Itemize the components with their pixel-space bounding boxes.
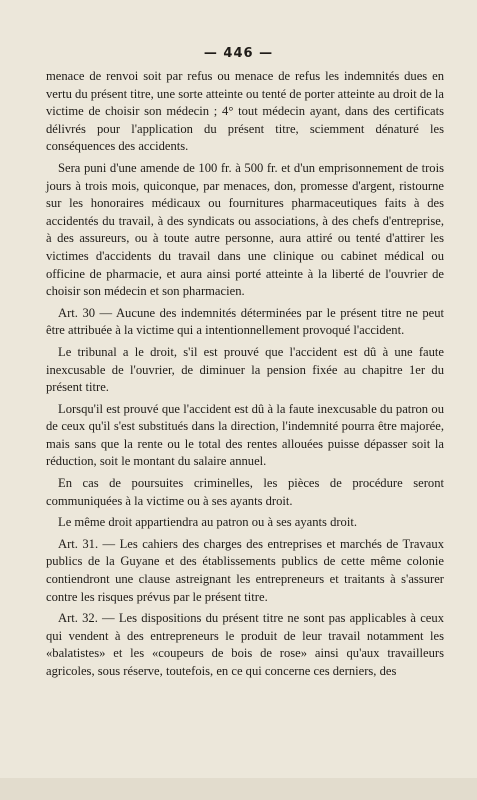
paragraph-art-31: Art. 31. — Les cahiers des charges des entreprises et marchés de Travaux publics de la Guyane et des établissements publics de cette même colonie contiendront une clause astreignant les entrepreneurs et traitants à s'assurer contre les risques prévus par le présent titre.: [46, 536, 444, 604]
paragraph-penalty: Sera puni d'une amende de 100 fr. à 500 fr. et d'un emprisonnement de trois jours à trois mois, quiconque, par menaces, don, promesse d'argent, ristourne sur les honoraires médicaux ou fournitures pharmaceutiques faits à des accidentés du travail, à des syndicats ou associations, à des chefs d'entreprise, à des assureurs, ou à toute autre personne, aura attiré ou tenté d'attirer les victimes d'accidents du travail dans une clinique ou cabinet médical ou officine de pharmacie, et aura ainsi porté atteinte à la liberté de l'ouvrier de choisir son médecin et son pharmacien.: [46, 160, 444, 299]
paragraph-meme-droit: Le même droit appartiendra au patron ou à ses ayants droit.: [58, 515, 357, 530]
body-text: [46, 68, 444, 685]
page-number: — 446 —: [203, 46, 274, 61]
paragraph-poursuites: En cas de poursuites criminelles, les pièces de procédure seront communiquées à la victime ou à ses ayants droit.: [46, 476, 444, 508]
paragraph-tribunal: Le tribunal a le droit, s'il est prouvé que l'accident est dû à une faute inexcusable de l'ouvrier, de diminuer la pension fixée au chapitre 1er du présent titre.: [46, 344, 444, 395]
paragraph-continuation: menace de renvoi soit par refus ou menace de refus les indemnités dues en vertu du présent titre, une sorte atteinte ou tenté de porter atteinte au droit de la victime de choisir son médecin ; 4° tout médecin ayant, dans des certificats délivrés pour l'application du présent titre, sciemment dénaturé les conséquences des accidents.: [46, 69, 444, 154]
paragraph-art-32: Art. 32. — Les dispositions du présent titre ne sont pas applicables à ceux qui vendent à des entrepreneurs le produit de leur travail notamment les «balatistes» et les «coupeurs de bois de rose» ainsi qu'aux travailleurs agricoles, sous réserve, toutefois, en ce qui concerne ces derniers, des: [46, 611, 444, 678]
paragraph-faute-patron: Lorsqu'il est prouvé que l'accident est dû à la faute inexcusable du patron ou de ceux qu'il s'est substitués dans la direction, l'indemnité pourra être majorée, mais sans que la rente ou le total des rentes allouées puisse dépasser soit la réduction, soit le montant du salaire annuel.: [46, 401, 444, 469]
paragraph-art-30: Art. 30 — Aucune des indemnités déterminées par le présent titre ne peut être attribuée à la victime qui a intentionnellement provoqué l'accident.: [46, 305, 444, 338]
page-bottom-margin: [0, 778, 477, 800]
